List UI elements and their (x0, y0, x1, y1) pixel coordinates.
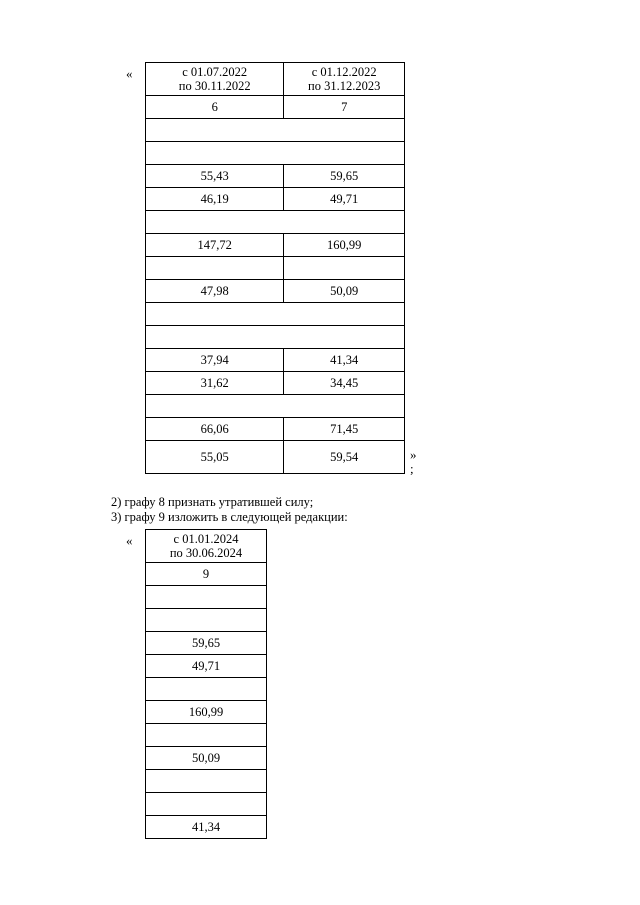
rate-cell: 59,65 (146, 632, 267, 655)
table-row (146, 188, 405, 211)
table-row (146, 609, 267, 632)
instruction-line-3: 3) графу 9 изложить в следующей редакции: (111, 510, 348, 524)
semicolon-1: ; (410, 461, 414, 476)
column-number-row (146, 563, 267, 586)
rate-cell: 66,06 (146, 418, 284, 441)
rate-cell: 47,98 (146, 280, 284, 303)
rate-cell: 160,99 (146, 701, 267, 724)
rate-cell (146, 609, 267, 632)
rates-table-1 (145, 62, 405, 474)
rate-cell: 59,65 (284, 165, 405, 188)
table-row (146, 586, 267, 609)
column-number: 6 (146, 96, 284, 119)
column-number-row (146, 96, 405, 119)
rate-cell: 49,71 (284, 188, 405, 211)
table-row (146, 280, 405, 303)
table-row (146, 211, 405, 234)
rate-cell: 31,62 (146, 372, 284, 395)
table-row (146, 234, 405, 257)
period-start: с 01.07.2022 (182, 65, 248, 79)
table-row (146, 257, 405, 280)
rate-cell: 50,09 (284, 280, 405, 303)
rate-cell: 34,45 (284, 372, 405, 395)
rate-cell: 49,71 (146, 655, 267, 678)
period-end: по 31.12.2023 (308, 79, 381, 93)
rate-cell: 71,45 (284, 418, 405, 441)
table-row (146, 142, 405, 165)
table-row (146, 724, 267, 747)
table-row (146, 119, 405, 142)
rate-cell: 147,72 (146, 234, 284, 257)
rate-cell (146, 678, 267, 701)
table-row (146, 165, 405, 188)
table-row (146, 303, 405, 326)
period-start: с 01.12.2022 (311, 65, 377, 79)
empty-merged-cell (146, 142, 405, 165)
table-row (146, 701, 267, 724)
close-quote-1: » (410, 447, 417, 462)
header-row (146, 530, 267, 563)
rate-cell (146, 724, 267, 747)
header-row (146, 63, 405, 96)
rate-cell (146, 257, 284, 280)
table-row (146, 770, 267, 793)
rates-table-2 (145, 529, 267, 839)
period-start: с 01.01.2024 (173, 532, 239, 546)
rate-cell: 59,54 (284, 441, 405, 474)
rate-cell (146, 770, 267, 793)
column-number: 9 (146, 563, 267, 586)
table-row (146, 655, 267, 678)
table-row (146, 441, 405, 474)
rate-cell (284, 257, 405, 280)
empty-merged-cell (146, 395, 405, 418)
instructions-block (111, 495, 348, 525)
period-header (146, 530, 267, 563)
table-row (146, 678, 267, 701)
table-row (146, 372, 405, 395)
open-quote-1: « (126, 66, 133, 81)
rate-cell: 37,94 (146, 349, 284, 372)
table-row (146, 349, 405, 372)
table-row (146, 418, 405, 441)
table-row (146, 395, 405, 418)
table-row (146, 747, 267, 770)
period-header (284, 63, 405, 96)
instruction-line-2: 2) графу 8 признать утратившей силу; (111, 495, 314, 509)
period-end: по 30.06.2024 (169, 546, 243, 560)
table-row (146, 326, 405, 349)
rate-cell: 55,43 (146, 165, 284, 188)
empty-merged-cell (146, 211, 405, 234)
rate-cell: 55,05 (146, 441, 284, 474)
open-quote-2: « (126, 533, 133, 548)
rate-cell: 41,34 (146, 816, 267, 839)
table-row (146, 816, 267, 839)
rate-cell: 46,19 (146, 188, 284, 211)
rate-cell (146, 793, 267, 816)
rate-cell: 50,09 (146, 747, 267, 770)
rate-cell: 41,34 (284, 349, 405, 372)
rate-cell: 160,99 (284, 234, 405, 257)
table-row (146, 632, 267, 655)
empty-merged-cell (146, 326, 405, 349)
period-header (146, 63, 284, 96)
rate-cell (146, 586, 267, 609)
period-end: по 30.11.2022 (178, 79, 251, 93)
empty-merged-cell (146, 119, 405, 142)
table-row (146, 793, 267, 816)
empty-merged-cell (146, 303, 405, 326)
column-number: 7 (284, 96, 405, 119)
